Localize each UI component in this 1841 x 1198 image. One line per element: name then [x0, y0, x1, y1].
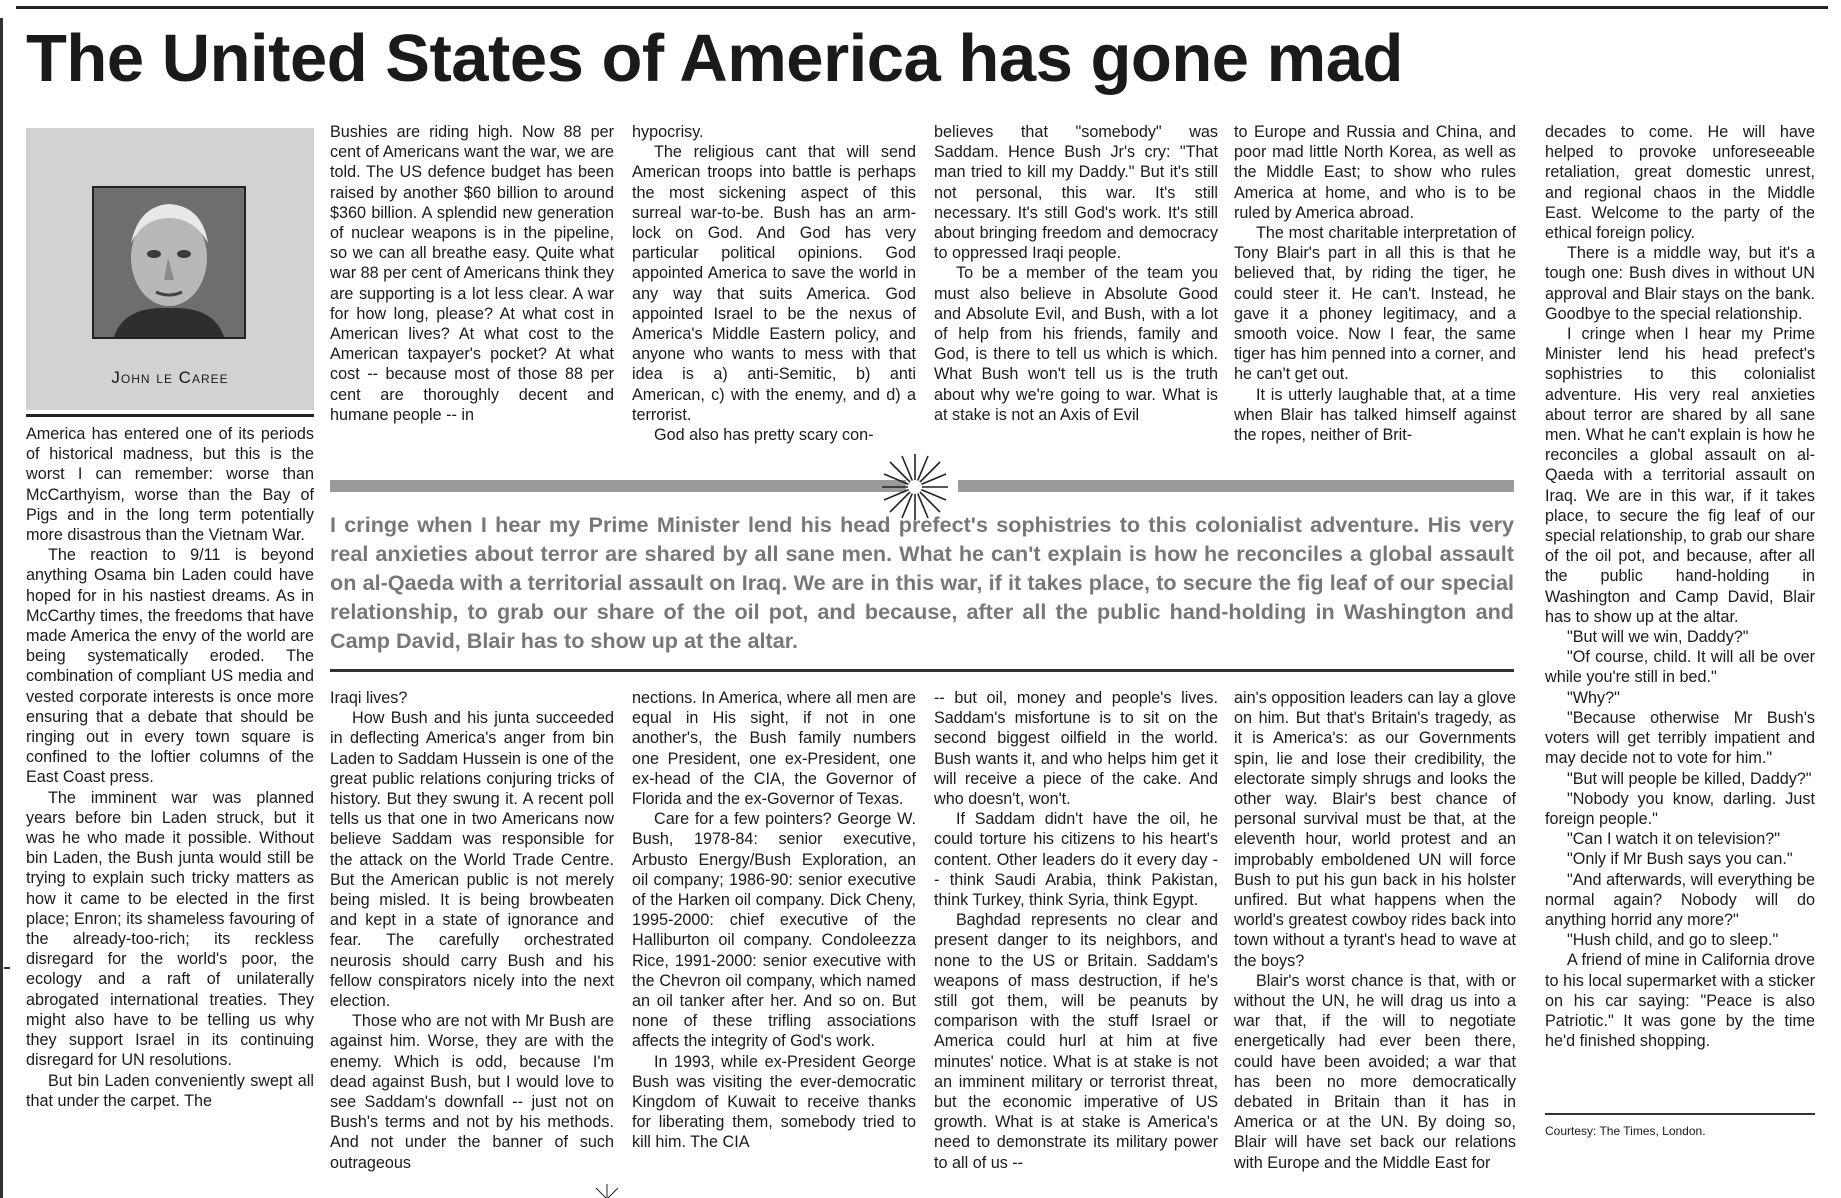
- column-4-top: [934, 122, 1218, 466]
- paragraph: America has entered one of its periods of historical madness, but this is the worst I can remember: worse than McCarthyism, worse than the Bay of Pigs and in the long term potentially more disastrous than the Vietnam War.: [26, 425, 314, 545]
- paragraph: In 1993, while ex-President George Bush was visiting the ever-democratic Kingdom of Kuwait to receive thanks for liberating them, somebody tried to kill him. The CIA: [632, 1052, 916, 1152]
- courtesy-rule: [1545, 1113, 1815, 1115]
- column-4-bottom: [934, 688, 1218, 1198]
- author-portrait-icon: [92, 186, 246, 339]
- paragraph: Care for a few pointers? George W. Bush, 1978-84: senior executive, Arbusto Energy/Bush Exploration, an oil company; 1986-90: senior executive of the Harken oil company. Dick Cheny, 1995-2000: chief executive of the Halliburton oil company. Condoleezza Rice, 1991-2000: senior executive with the Chevron oil company, which named an oil tanker after her. And so on. But none of these trifling associations affects the integrity of God's work.: [632, 810, 916, 1051]
- paragraph: A friend of mine in California drove to his local supermarket with a sticker on his car saying: "Peace is also Patriotic." It was gone by the time he'd finished shopping.: [1545, 951, 1815, 1051]
- author-box: [26, 128, 314, 410]
- paragraph: -- but oil, money and people's lives. Saddam's misfortune is to sit on the second biggest oilfield in the world. Bush wants it, and who helps him get it will receive a piece of the cake. And who doesn't, won't.: [934, 689, 1218, 809]
- author-name: [26, 368, 314, 388]
- column-6: [1545, 122, 1815, 1106]
- paragraph: decades to come. He will have helped to provoke unforeseeable retaliation, great domestic unrest, and regional chaos in the Middle East. Welcome to the party of the ethical foreign policy.: [1545, 123, 1815, 243]
- paragraph: Those who are not with Mr Bush are against him. Worse, they are with the enemy. Which is odd, because I'm dead against Bush, but I would love to see Saddam's downfall -- just not on Bush's terms and not by his methods. And not under the banner of such outrageous: [330, 1012, 614, 1172]
- paragraph: How Bush and his junta succeeded in deflecting America's anger from bin Laden to Saddam Hussein is one of the great public relations conjuring tricks of history. But they swung it. A recent poll tells us that one in two Americans now believe Saddam was responsible for the attack on the World Trade Centre. But the American public is not merely being misled. It is being browbeaten and kept in a state of ignorance and fear. The carefully orchestrated neurosis should carry Bush and his fellow conspirators nicely into the next election.: [330, 709, 614, 1011]
- headline: The United States of America has gone mad: [26, 21, 1403, 96]
- paragraph: "Because otherwise Mr Bush's voters will get terribly impatient and may decide not to vote for him.": [1545, 708, 1815, 768]
- column-3-top: [632, 122, 916, 466]
- paragraph: I cringe when I hear my Prime Minister lend his head prefect's sophistries to this colonialist adventure. His very real anxieties about terror are shared by all sane men. What he can't explain is how he reconciles a global assault on al-Qaeda with a territorial assault on Iraq. We are in this war, if it takes place, to secure the fig leaf of our special relationship, to grab our share of the oil pot, and because, after all the public hand-holding in Washington and Camp David, Blair has to show up at the altar.: [1545, 325, 1815, 626]
- paragraph: hypocrisy.: [632, 123, 704, 141]
- paragraph: "Why?": [1567, 688, 1620, 707]
- quote-top-rule-right: [958, 480, 1514, 492]
- courtesy-credit: Courtesy: The Times, London.: [1545, 1124, 1706, 1138]
- paragraph: It is utterly laughable that, at a time when Blair has talked himself against the ropes, neither of Brit-: [1234, 385, 1516, 445]
- paragraph: Baghdad represents no clear and present danger to its neighbors, and none to the US or Britain. Saddam's weapons of mass destruction, if he's still got them, will be peanuts by comparison with the stuff Israel or America could hurl at him at five minutes' notice. What is at stake is not an imminent military or terrorist threat, but the economic imperative of US growth. What is at stake is America's need to demonstrate its military power to all of us --: [934, 911, 1218, 1172]
- paragraph: "Can I watch it on television?": [1567, 830, 1781, 849]
- pull-quote: I cringe when I hear my Prime Minister lend his head prefect's sophistries to this colonialist adventure. His very real anxieties about terror are shared by all sane men. What he can't explain is how he reconciles a global assault on al-Qaeda with a territorial assault on Iraq. We are in this war, if it takes place, to secure the fig leaf of our special relationship, to grab our share of the oil pot, and because, after all the public hand-holding in Washington and Camp David, Blair has to show up at the altar.: [330, 512, 1514, 653]
- quote-top-rule: [330, 480, 906, 492]
- author-rule: [26, 414, 314, 417]
- left-margin-bar: [0, 18, 3, 1198]
- paragraph: There is a middle way, but it's a tough one: Bush dives in without UN approval and Blair stays on the bank. Goodbye to the special relationship.: [1545, 244, 1815, 323]
- paragraph: To be a member of the team you must also believe in Absolute Good and Absolute Evil, and Bush, with a lot of help from his friends, family and God, is there to tell us which is which. What Bush won't tell us is the truth about why we're going to war. What is at stake is not an Axis of Evil: [934, 264, 1218, 424]
- paragraph: to Europe and Russia and China, and poor mad little North Korea, as well as the Middle East; to show who rules America at home, and who is to be ruled by America abroad.: [1234, 123, 1516, 222]
- paragraph: Blair's worst chance is that, with or without the UN, he will drag us into a war that, if the will to negotiate energetically had ever been there, could have been avoided; a war that has been no more democratically debated in Britain than it has in America or at the UN. By doing so, Blair will have set back our relations with Europe and the Middle East for: [1234, 971, 1516, 1172]
- paragraph: ain's opposition leaders can lay a glove on him. But that's Britain's tragedy, as it is America's: as our Governments spin, lie and lose their credibility, the electorate simply shrugs and looks the other way. Blair's best chance of personal survival must be that, at the eleventh hour, world protest and an improbably emboldened UN will force Bush to put his gun back in his holster unfired. But what happens when the world's greatest cowboy rides back into town without a tyrant's head to wave at the boys?: [1234, 689, 1516, 970]
- paragraph: "But will people be killed, Daddy?": [1567, 769, 1812, 788]
- paragraph: If Saddam didn't have the oil, he could torture his citizens to his heart's content. Other leaders do it every day -- think Saudi Arabia, think Pakistan, think Turkey, think Syria, think Egypt.: [934, 810, 1218, 910]
- paragraph: But bin Laden conveniently swept all that under the carpet. The: [26, 1071, 314, 1110]
- paragraph: "Nobody you know, darling. Just foreign people.": [1545, 789, 1815, 828]
- column-2-top: [330, 122, 614, 466]
- column-1: [26, 424, 314, 1198]
- paragraph: "Of course, child. It will all be over while you're still in bed.": [1545, 648, 1815, 687]
- column-2-bottom: [330, 688, 614, 1198]
- paragraph: nections. In America, where all men are equal in His sight, if not in one another's, the Bush family numbers one President, one ex-President, one ex-head of the CIA, the Governor of Florida and the ex-Governor of Texas.: [632, 689, 916, 809]
- paragraph: God also has pretty scary con-: [654, 426, 874, 445]
- column-5-bottom: [1234, 688, 1516, 1198]
- paragraph: believes that "somebody" was Saddam. Hence Bush Jr's cry: "That man tried to kill my Daddy." But it's still not personal, this war. It's still necessary. It's still God's work. It's still about bringing freedom and democracy to oppressed Iraqi people.: [934, 123, 1218, 263]
- paragraph: "But will we win, Daddy?": [1567, 628, 1749, 647]
- margin-tick: [4, 967, 10, 969]
- author-name-text: John le Caree: [111, 368, 229, 387]
- starburst-icon: [592, 1184, 622, 1198]
- paragraph: "And afterwards, will everything be normal again? Nobody will do anything horrid any more?": [1545, 870, 1815, 929]
- paragraph: "Only if Mr Bush says you can.": [1567, 850, 1793, 869]
- paragraph: The most charitable interpretation of Tony Blair's part in all this is that he believed that, by riding the tiger, he could steer it. He can't. Instead, he gave it a phoney legitimacy, and a smooth voice. Now I fear, the same tiger has him penned into a corner, and he can't get out.: [1234, 224, 1516, 384]
- paragraph: "Hush child, and go to sleep.": [1567, 931, 1779, 950]
- column-5-top: [1234, 122, 1516, 466]
- top-rule: [16, 6, 1828, 9]
- paragraph: The imminent war was planned years before bin Laden struck, but it was he who made it possible. Without bin Laden, the Bush junta would still be trying to explain such tricky matters as how it came to be elected in the first place; Enron; its shameless favouring of the already-too-rich; its reckless disregard for the world's poor, the ecology and a raft of unilaterally abrogated international treaties. They might also have to be telling us why they support Israel in its continuing disregard for UN resolutions.: [26, 788, 314, 1070]
- paragraph: Bushies are riding high. Now 88 per cent of Americans want the war, we are told. The US defence budget has been raised by another $60 billion to around $360 billion. A splendid new generation of nuclear weapons is in the pipeline, so we can all breathe easy. Quite what war 88 per cent of Americans think they are supporting is a lot less clear. A war for how long, please? At what cost in American lives? At what cost to the American taxpayer's pocket? At what cost -- because most of those 88 per cent are thoroughly decent and humane people -- in: [330, 123, 614, 424]
- paragraph: The reaction to 9/11 is beyond anything Osama bin Laden could have hoped for in his nastiest dreams. As in McCarthy times, the freedoms that have made America the envy of the world are being systematically eroded. The combination of compliant US media and vested corporate interests is once more ensuring that a debate that should be ringing out in every town square is confined to the loftier columns of the East Coast press.: [26, 546, 314, 787]
- paragraph: Iraqi lives?: [330, 689, 408, 707]
- column-3-bottom: [632, 688, 916, 1198]
- paragraph: The religious cant that will send American troops into battle is perhaps the most sickening aspect of this surreal war-to-be. Bush has an arm-lock on God. And God has very particular political opinions. God appointed America to save the world in any way that suits America. God appointed Israel to be the nexus of America's Middle Eastern policy, and anyone who wants to mess with that idea is a) anti-Semitic, b) anti American, c) with the enemy, and d) a terrorist.: [632, 143, 916, 424]
- quote-bottom-rule: [330, 669, 1514, 672]
